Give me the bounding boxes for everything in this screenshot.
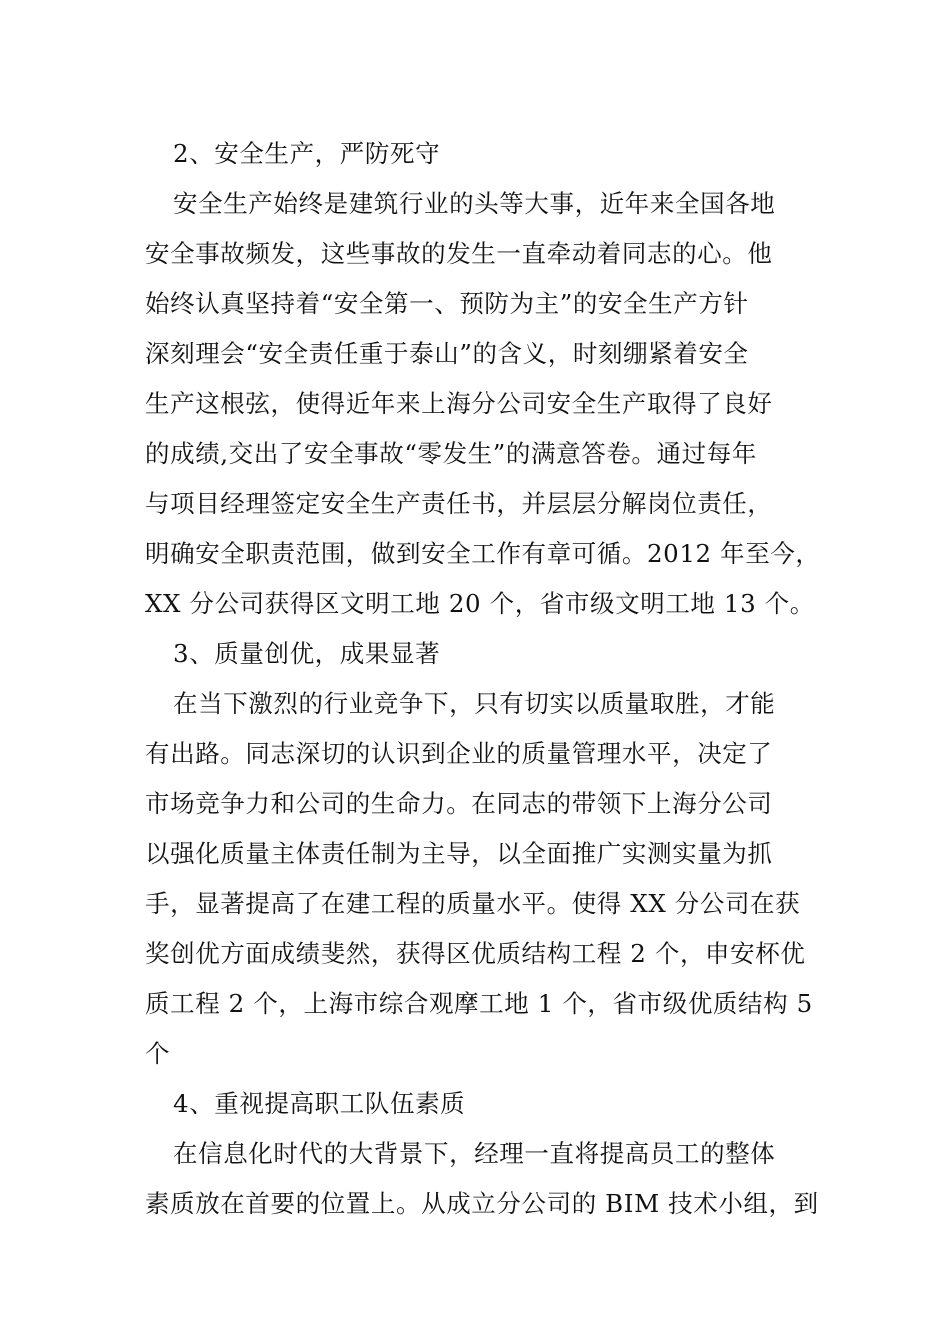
paragraph-line: 在信息化时代的大背景下，经理一直将提高员工的整体 [173, 1139, 776, 1168]
document-body [145, 129, 821, 1229]
paragraph-line: 生产这根弦，使得近年来上海分公司安全生产取得了良好 [145, 389, 773, 418]
paragraph-line: 深刻理会“安全责任重于泰山”的含义，时刻绷紧着安全 [145, 339, 749, 368]
section-heading-quality: 3、质量创优，成果显著 [173, 639, 441, 668]
paragraph-line: 手，显著提高了在建工程的质量水平。使得 XX 分公司在获 [145, 889, 801, 918]
paragraph-line: 素质放在首要的位置上。从成立分公司的 BIM 技术小组，到 [145, 1189, 819, 1218]
paragraph-line: 有出路。同志深切的认识到企业的质量管理水平，决定了 [145, 739, 773, 768]
section-heading-safety: 2、安全生产，严防死守 [173, 139, 441, 168]
paragraph-line: 市场竞争力和公司的生命力。在同志的带领下上海分公司 [145, 789, 773, 818]
paragraph-line: 安全事故频发，这些事故的发生一直牵动着同志的心。他 [145, 239, 773, 268]
section-heading-staff: 4、重视提高职工队伍素质 [173, 1089, 466, 1118]
paragraph-line: 始终认真坚持着“安全第一、预防为主”的安全生产方针 [145, 289, 749, 318]
paragraph-line: 以强化质量主体责任制为主导，以全面推广实测实量为抓 [145, 839, 773, 868]
paragraph-line: 与项目经理签定安全生产责任书，并层层分解岗位责任， [145, 489, 773, 518]
paragraph-line: 明确安全职责范围，做到安全工作有章可循。2012 年至今， [145, 539, 821, 568]
paragraph-line: 奖创优方面成绩斐然，获得区优质结构工程 2 个，申安杯优 [145, 939, 806, 968]
paragraph-line: 质工程 2 个，上海市综合观摩工地 1 个，省市级优质结构 5 [145, 989, 813, 1018]
paragraph-line: 的成绩,交出了安全事故“零发生”的满意答卷。通过每年 [145, 439, 757, 468]
paragraph-line: 个 [145, 1039, 171, 1068]
paragraph-line: 安全生产始终是建筑行业的头等大事，近年来全国各地 [173, 189, 776, 218]
paragraph-line: 在当下激烈的行业竞争下，只有切实以质量取胜，才能 [173, 689, 776, 718]
paragraph-line: XX 分公司获得区文明工地 20 个，省市级文明工地 13 个。 [145, 589, 815, 618]
